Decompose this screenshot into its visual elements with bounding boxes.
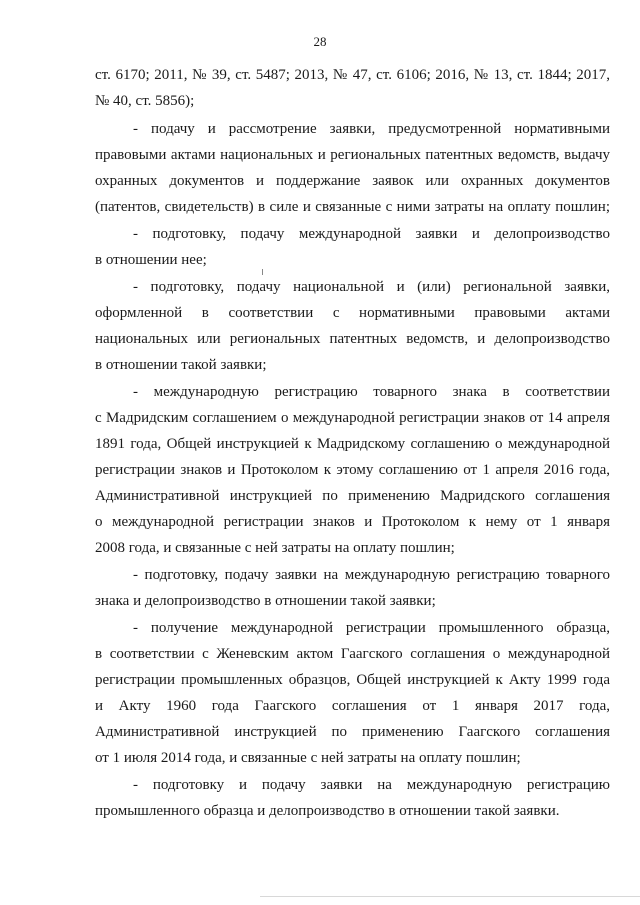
text-line: от 1 июля 2014 года, и связанные с ней затраты на оплату пошлин;: [95, 750, 521, 766]
text-line: регистрации промышленных образцов, Общей инструкцией к Акту 1999 года: [95, 672, 610, 688]
text-line: № 40, ст. 5856);: [95, 93, 195, 109]
page-edge-divider: [260, 896, 640, 897]
page-number: 28: [313, 34, 327, 49]
text-line: с Мадридским соглашением о международной регистрации знаков от 14 апреля: [95, 410, 610, 426]
list-item-line: - международную регистрацию товарного знака в соответствии: [133, 384, 610, 400]
text-line: промышленного образца и делопроизводство в отношении такой заявки.: [95, 803, 560, 819]
list-item-line: - подготовку и подачу заявки на международную регистрацию: [133, 777, 610, 793]
list-item-line: - подготовку, подачу заявки на международную регистрацию товарного: [133, 567, 610, 583]
list-item-line: - подготовку, подачу национальной и (или) региональной заявки,: [133, 279, 610, 295]
text-line: о международной регистрации знаков и Протоколом к нему от 1 января: [95, 514, 610, 530]
text-line: оформленной в соответствии с нормативными правовыми актами: [95, 305, 610, 321]
text-line: в отношении нее;: [95, 252, 207, 268]
scan-artifact: [262, 269, 263, 275]
text-line: 2008 года, и связанные с ней затраты на оплату пошлин;: [95, 540, 455, 556]
list-item-line: - подачу и рассмотрение заявки, предусмотренной нормативными: [133, 121, 610, 137]
text-line: и Акту 1960 года Гаагского соглашения от 1 января 2017 года,: [95, 698, 610, 714]
text-line: Административной инструкцией по применению Мадридского соглашения: [95, 488, 610, 504]
text-line: регистрации знаков и Протоколом к этому соглашению от 1 апреля 2016 года,: [95, 462, 610, 478]
text-line: в соответствии с Женевским актом Гаагского соглашения о международной: [95, 646, 610, 662]
text-line: в отношении такой заявки;: [95, 357, 267, 373]
text-line: (патентов, свидетельств) в силе и связанные с ними затраты на оплату пошлин;: [95, 199, 610, 215]
text-line: знака и делопроизводство в отношении такой заявки;: [95, 593, 436, 609]
list-item-line: - получение международной регистрации промышленного образца,: [133, 620, 610, 636]
text-line: национальных или региональных патентных ведомств, и делопроизводство: [95, 331, 610, 347]
text-line: ст. 6170; 2011, № 39, ст. 5487; 2013, № 47, ст. 6106; 2016, № 13, ст. 1844; 2017,: [95, 67, 610, 83]
text-line: 1891 года, Общей инструкцией к Мадридскому соглашению о международной: [95, 436, 610, 452]
text-line: охранных документов и поддержание заявок или охранных документов: [95, 173, 610, 189]
list-item-line: - подготовку, подачу международной заявки и делопроизводство: [133, 226, 610, 242]
text-line: правовыми актами национальных и региональных патентных ведомств, выдачу: [95, 147, 610, 163]
text-line: Административной инструкцией по применению Гаагского соглашения: [95, 724, 610, 740]
